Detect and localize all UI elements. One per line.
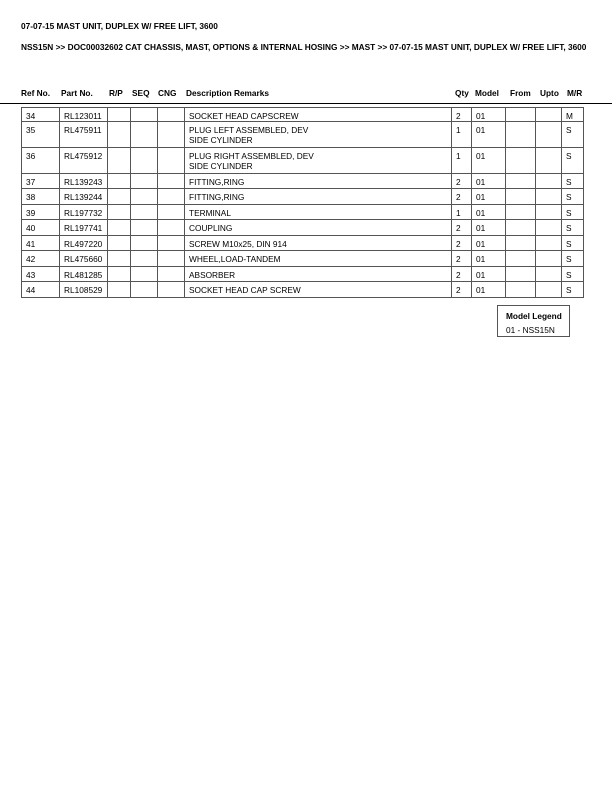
cell-from [506, 282, 536, 298]
cell-cng [158, 220, 185, 236]
header-cng: CNG [158, 88, 177, 98]
cell-qty: 2 [452, 108, 472, 122]
cell-description: FITTING,RING [185, 174, 452, 189]
header-from: From [510, 88, 531, 98]
cell-qty: 1 [452, 122, 472, 148]
cell-mr: M [562, 108, 584, 122]
header-divider [0, 103, 612, 104]
cell-part-no: RL475660 [60, 251, 108, 267]
cell-ref-no: 38 [22, 189, 60, 205]
cell-description: PLUG RIGHT ASSEMBLED, DEV SIDE CYLINDER [185, 148, 452, 174]
cell-upto [536, 282, 562, 298]
cell-qty: 2 [452, 189, 472, 205]
cell-description: COUPLING [185, 220, 452, 236]
cell-mr: S [562, 122, 584, 148]
table-row [22, 122, 584, 148]
header-upto: Upto [540, 88, 559, 98]
page-title: 07-07-15 MAST UNIT, DUPLEX W/ FREE LIFT, 3600 [21, 21, 218, 31]
cell-model: 01 [472, 148, 506, 174]
cell-description: TERMINAL [185, 205, 452, 220]
cell-from [506, 205, 536, 220]
cell-upto [536, 122, 562, 148]
cell-upto [536, 108, 562, 122]
parts-table [21, 107, 584, 298]
breadcrumb: NSS15N >> DOC00032602 CAT CHASSIS, MAST, OPTIONS & INTERNAL HOSING >> MAST >> 07-07-15 MAST UNIT, DUPLEX W/ FREE LIFT, 3600 [21, 42, 587, 52]
cell-model: 01 [472, 108, 506, 122]
cell-part-no: RL123011 [60, 108, 108, 122]
cell-ref-no: 40 [22, 220, 60, 236]
cell-upto [536, 267, 562, 282]
cell-qty: 2 [452, 251, 472, 267]
cell-ref-no: 36 [22, 148, 60, 174]
cell-model: 01 [472, 122, 506, 148]
cell-rp [108, 282, 131, 298]
cell-seq [131, 282, 158, 298]
cell-rp [108, 122, 131, 148]
cell-model: 01 [472, 282, 506, 298]
table-row [22, 220, 584, 236]
table-row [22, 205, 584, 220]
cell-rp [108, 205, 131, 220]
cell-model: 01 [472, 205, 506, 220]
cell-seq [131, 220, 158, 236]
cell-rp [108, 267, 131, 282]
cell-cng [158, 267, 185, 282]
cell-ref-no: 42 [22, 251, 60, 267]
cell-qty: 1 [452, 205, 472, 220]
parts-table-body [22, 108, 584, 298]
table-row [22, 251, 584, 267]
cell-model: 01 [472, 267, 506, 282]
cell-cng [158, 205, 185, 220]
table-row [22, 174, 584, 189]
cell-qty: 2 [452, 236, 472, 251]
header-ref-no: Ref No. [21, 88, 51, 98]
header-seq: SEQ [132, 88, 150, 98]
header-rp: R/P [109, 88, 123, 98]
model-legend-title: Model Legend [506, 311, 562, 321]
cell-seq [131, 205, 158, 220]
cell-part-no: RL475912 [60, 148, 108, 174]
cell-rp [108, 236, 131, 251]
cell-qty: 1 [452, 148, 472, 174]
cell-rp [108, 251, 131, 267]
cell-rp [108, 220, 131, 236]
cell-part-no: RL481285 [60, 267, 108, 282]
cell-cng [158, 236, 185, 251]
cell-from [506, 267, 536, 282]
cell-seq [131, 236, 158, 251]
cell-cng [158, 251, 185, 267]
cell-seq [131, 174, 158, 189]
cell-mr: S [562, 205, 584, 220]
cell-cng [158, 122, 185, 148]
cell-rp [108, 148, 131, 174]
cell-ref-no: 34 [22, 108, 60, 122]
cell-upto [536, 251, 562, 267]
cell-seq [131, 189, 158, 205]
cell-mr: S [562, 174, 584, 189]
cell-model: 01 [472, 174, 506, 189]
cell-mr: S [562, 189, 584, 205]
cell-description: ABSORBER [185, 267, 452, 282]
cell-upto [536, 236, 562, 251]
header-qty: Qty [455, 88, 469, 98]
cell-mr: S [562, 282, 584, 298]
cell-from [506, 108, 536, 122]
cell-cng [158, 174, 185, 189]
cell-description: WHEEL,LOAD-TANDEM [185, 251, 452, 267]
cell-ref-no: 39 [22, 205, 60, 220]
cell-description: SOCKET HEAD CAPSCREW [185, 108, 452, 122]
cell-model: 01 [472, 251, 506, 267]
cell-from [506, 189, 536, 205]
cell-qty: 2 [452, 220, 472, 236]
cell-part-no: RL108529 [60, 282, 108, 298]
cell-upto [536, 148, 562, 174]
cell-seq [131, 108, 158, 122]
cell-rp [108, 189, 131, 205]
cell-from [506, 251, 536, 267]
cell-mr: S [562, 236, 584, 251]
cell-mr: S [562, 267, 584, 282]
cell-model: 01 [472, 236, 506, 251]
cell-seq [131, 251, 158, 267]
cell-cng [158, 148, 185, 174]
cell-description: FITTING,RING [185, 189, 452, 205]
header-description: Description Remarks [186, 88, 270, 98]
table-row [22, 282, 584, 298]
table-row [22, 108, 584, 122]
cell-ref-no: 41 [22, 236, 60, 251]
cell-part-no: RL197741 [60, 220, 108, 236]
cell-seq [131, 122, 158, 148]
cell-model: 01 [472, 189, 506, 205]
header-part-no: Part No. [61, 88, 93, 98]
cell-part-no: RL475911 [60, 122, 108, 148]
cell-mr: S [562, 148, 584, 174]
cell-part-no: RL139243 [60, 174, 108, 189]
cell-description: SCREW M10x25, DIN 914 [185, 236, 452, 251]
cell-upto [536, 189, 562, 205]
cell-rp [108, 174, 131, 189]
cell-ref-no: 43 [22, 267, 60, 282]
cell-from [506, 122, 536, 148]
cell-mr: S [562, 220, 584, 236]
cell-cng [158, 282, 185, 298]
table-row [22, 236, 584, 251]
cell-description: SOCKET HEAD CAP SCREW [185, 282, 452, 298]
cell-model: 01 [472, 220, 506, 236]
cell-seq [131, 267, 158, 282]
header-mr: M/R [567, 88, 583, 98]
table-row [22, 189, 584, 205]
table-row [22, 148, 584, 174]
model-legend-entry: 01 - NSS15N [506, 325, 555, 335]
header-model: Model [475, 88, 499, 98]
cell-upto [536, 174, 562, 189]
cell-ref-no: 37 [22, 174, 60, 189]
cell-qty: 2 [452, 282, 472, 298]
cell-from [506, 220, 536, 236]
cell-from [506, 174, 536, 189]
model-legend [497, 305, 570, 337]
cell-upto [536, 205, 562, 220]
cell-ref-no: 35 [22, 122, 60, 148]
cell-part-no: RL197732 [60, 205, 108, 220]
cell-qty: 2 [452, 267, 472, 282]
cell-cng [158, 108, 185, 122]
cell-upto [536, 220, 562, 236]
cell-description: PLUG LEFT ASSEMBLED, DEV SIDE CYLINDER [185, 122, 452, 148]
cell-mr: S [562, 251, 584, 267]
cell-part-no: RL497220 [60, 236, 108, 251]
cell-rp [108, 108, 131, 122]
table-row [22, 267, 584, 282]
cell-ref-no: 44 [22, 282, 60, 298]
cell-seq [131, 148, 158, 174]
cell-part-no: RL139244 [60, 189, 108, 205]
cell-cng [158, 189, 185, 205]
cell-qty: 2 [452, 174, 472, 189]
cell-from [506, 236, 536, 251]
cell-from [506, 148, 536, 174]
